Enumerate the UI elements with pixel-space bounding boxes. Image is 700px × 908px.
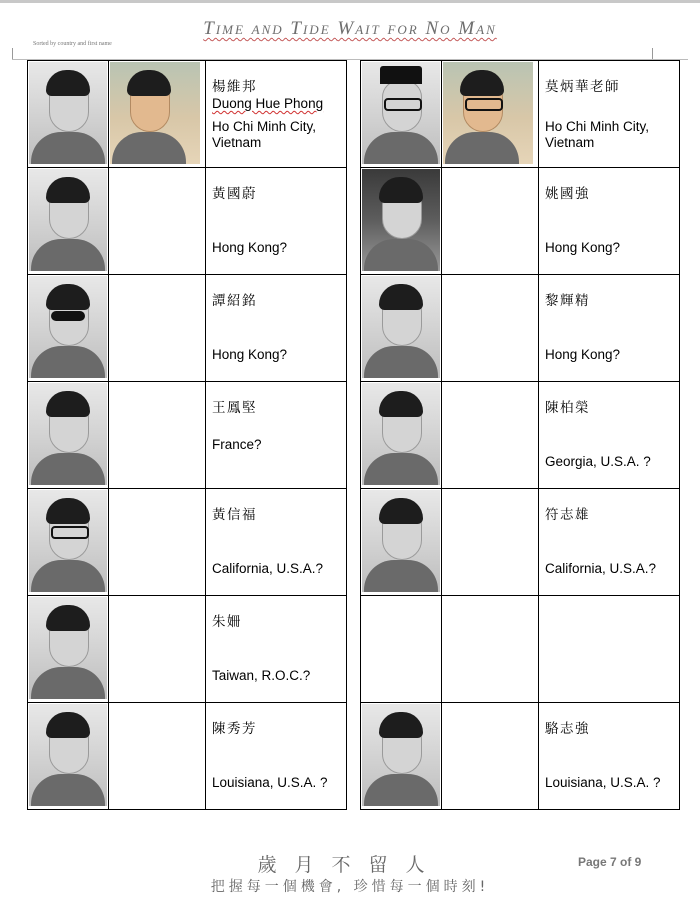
roster-row — [361, 703, 680, 810]
person-location: Louisiana, U.S.A. ? — [212, 775, 328, 790]
info-cell — [539, 382, 680, 489]
footer-motto: 歲月不留人 — [257, 854, 443, 876]
person-alias: Duong Hue Phong — [212, 96, 324, 111]
photo-cell-now — [109, 703, 206, 810]
person-name: 陳柏榮 — [545, 400, 590, 416]
roster-row — [361, 168, 680, 275]
info-cell — [539, 275, 680, 382]
roster-row — [28, 61, 347, 168]
page-number: Page 7 of 9 — [578, 855, 642, 869]
roster-row — [28, 703, 347, 810]
portrait-photo — [29, 276, 107, 378]
sort-note: Sorted by country and first name — [33, 41, 112, 47]
photo-cell-then — [361, 596, 442, 703]
person-location: California, U.S.A.? — [545, 561, 657, 576]
photo-cell-now — [109, 382, 206, 489]
person-location: Ho Chi Minh City, Vietnam — [212, 119, 317, 150]
portrait-photo — [29, 597, 107, 699]
person-location: Taiwan, R.O.C.? — [212, 668, 311, 683]
photo-cell-then — [361, 489, 442, 596]
photo-cell-then — [361, 168, 442, 275]
photo-cell-then — [28, 382, 109, 489]
margin-mark-right — [652, 48, 653, 59]
photo-cell-now — [442, 596, 539, 703]
person-name: 符志雄 — [545, 507, 590, 523]
photo-cell-now — [109, 489, 206, 596]
roster-row — [28, 489, 347, 596]
photo-cell-now — [109, 61, 206, 168]
margin-mark-left — [12, 48, 13, 59]
info-cell — [539, 596, 680, 703]
info-cell — [206, 489, 347, 596]
person-name: 朱姍 — [212, 614, 242, 630]
photo-cell-now — [109, 275, 206, 382]
person-location: Ho Chi Minh City, Vietnam — [545, 119, 650, 150]
info-cell — [206, 61, 347, 168]
roster-row — [28, 168, 347, 275]
person-name: 譚紹銘 — [212, 293, 257, 309]
photo-cell-then — [361, 382, 442, 489]
info-cell — [206, 275, 347, 382]
person-location: Georgia, U.S.A. ? — [545, 454, 651, 469]
person-name: 王鳳堅 — [212, 400, 257, 416]
photo-cell-then — [28, 61, 109, 168]
photo-cell-now — [109, 168, 206, 275]
page-title: Time and Tide Wait for No Man — [203, 18, 497, 39]
info-cell — [539, 703, 680, 810]
person-name: 黎輝精 — [545, 293, 590, 309]
portrait-photo — [29, 490, 107, 592]
info-cell — [206, 168, 347, 275]
person-location: Hong Kong? — [212, 240, 288, 255]
portrait-photo — [29, 704, 107, 806]
photo-cell-then — [361, 61, 442, 168]
photo-cell-now — [442, 382, 539, 489]
portrait-photo — [29, 62, 107, 164]
info-cell — [206, 703, 347, 810]
person-name: 楊維邦 — [212, 79, 257, 95]
roster-row — [361, 275, 680, 382]
photo-cell-now — [442, 703, 539, 810]
recent-portrait-photo — [443, 62, 533, 164]
info-cell — [539, 168, 680, 275]
roster-row — [361, 596, 680, 703]
person-name: 姚國強 — [545, 186, 590, 202]
photo-cell-now — [442, 489, 539, 596]
person-name: 黃國蔚 — [212, 186, 257, 202]
top-border — [0, 0, 700, 3]
person-location: California, U.S.A.? — [212, 561, 324, 576]
photo-cell-then — [28, 596, 109, 703]
photo-cell-then — [28, 489, 109, 596]
roster-row — [28, 382, 347, 489]
portrait-photo — [29, 169, 107, 271]
photo-cell-then — [361, 703, 442, 810]
portrait-photo — [29, 383, 107, 485]
person-name: 陳秀芳 — [212, 721, 257, 737]
portrait-photo — [362, 704, 440, 806]
right-roster-table — [360, 60, 680, 810]
person-location: France? — [212, 437, 262, 452]
photo-cell-now — [442, 275, 539, 382]
footer-subtitle: 把握每一個機會, 珍惜每一個時刻! — [210, 879, 490, 895]
photo-cell-now — [109, 596, 206, 703]
roster-row — [28, 275, 347, 382]
person-name: 黃信福 — [212, 507, 257, 523]
recent-portrait-photo — [110, 62, 200, 164]
portrait-photo — [362, 62, 440, 164]
photo-cell-now — [442, 168, 539, 275]
photo-cell-then — [28, 275, 109, 382]
portrait-photo — [362, 169, 440, 271]
photo-cell-now — [442, 61, 539, 168]
roster-row — [361, 61, 680, 168]
left-roster-table — [27, 60, 347, 810]
person-name: 莫炳華老師 — [545, 79, 620, 95]
portrait-photo — [362, 276, 440, 378]
photo-cell-then — [28, 168, 109, 275]
photo-cell-then — [361, 275, 442, 382]
portrait-photo — [362, 490, 440, 592]
roster-row — [361, 382, 680, 489]
info-cell — [206, 596, 347, 703]
person-location: Hong Kong? — [212, 347, 288, 362]
roster-row — [361, 489, 680, 596]
person-location: Hong Kong? — [545, 240, 621, 255]
roster-row — [28, 596, 347, 703]
info-cell — [539, 489, 680, 596]
person-name: 駱志強 — [545, 721, 590, 737]
info-cell — [206, 382, 347, 489]
person-location: Hong Kong? — [545, 347, 621, 362]
portrait-photo — [362, 383, 440, 485]
person-location: Louisiana, U.S.A. ? — [545, 775, 661, 790]
photo-cell-then — [28, 703, 109, 810]
info-cell — [539, 61, 680, 168]
